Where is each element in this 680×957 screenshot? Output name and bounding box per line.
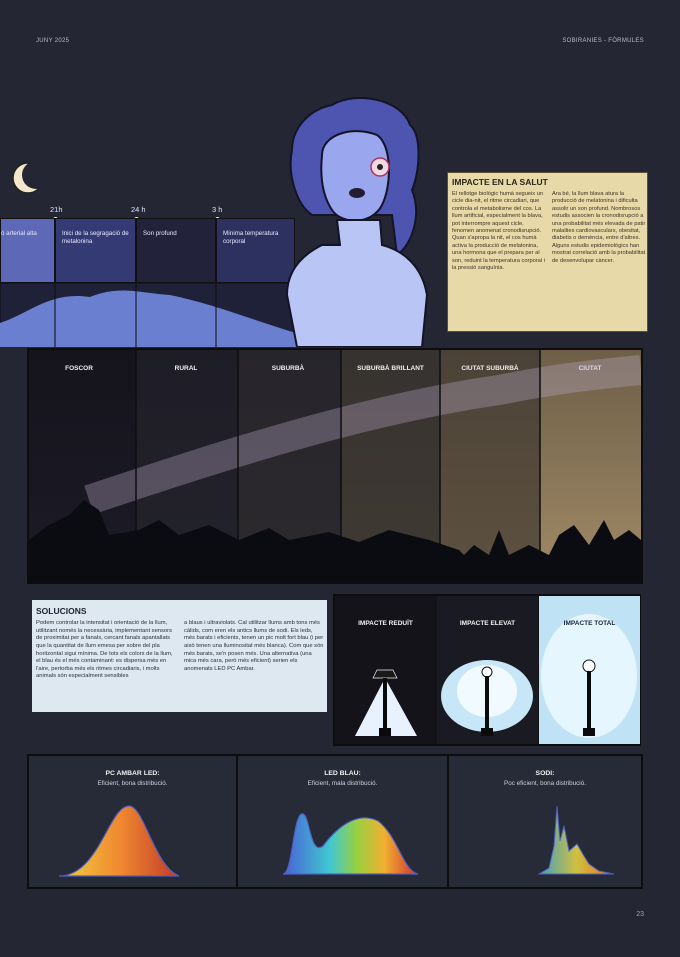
page-number: 23 <box>636 911 644 918</box>
time-label-21h: 21h <box>50 205 63 214</box>
health-text-left: El rellotge biològic humà segueix un cicle dia-nit, el ritme circadiari, que controla el metabolisme del cos. La llum artificial, especialment la blava, pot interrompre aquest cicle, fenomen anomenat cronodisrupció. Quan s'apropa la nit, el cos humà activa la producció de melatonina, una hormona que el prepara per al son, reduint la temperatura corporal i la pressió sanguínia. <box>452 191 545 272</box>
health-title: IMPACTE EN LA SALUT <box>452 177 548 187</box>
spectrum-pc-ambar: PC AMBAR LED: Eficient, bona distribució. <box>29 756 238 887</box>
spectrum-curve <box>29 796 236 886</box>
sky-column: CIUTAT <box>540 350 641 582</box>
sky-column: SUBURBÀ BRILLANT <box>341 350 440 582</box>
timeline-event: Inici de la segragació de metalonina <box>55 218 136 283</box>
spectra-panel <box>27 754 643 889</box>
health-impact-panel <box>447 172 648 332</box>
spectrum-curve <box>449 796 641 886</box>
streetlight-icon <box>539 596 640 744</box>
spectrum-led-blue: LED BLAU: Eficient, mala distribució. <box>238 756 449 887</box>
spectrum-curve <box>238 796 447 886</box>
sky-column: FOSCOR <box>29 350 136 582</box>
lamp-total-impact: IMPACTE TOTAL <box>539 596 640 744</box>
time-label-24h: 24 h <box>131 205 146 214</box>
issue-date: JUNY 2025 <box>36 38 70 44</box>
moon-icon <box>10 160 44 196</box>
lamp-high-impact: IMPACTE ELEVAT <box>437 596 538 744</box>
solutions-text-right: a blaus i ultraviolats. Cal utilitzar llums amb tons més càlids, com eren els antics llums de sodi. Els leds, més barats i eficients, tenen un pic molt fort blau (i per això tenen una lluminositat més blanca). Com que són més barats, se'n posen més. Una alternativa (una mica més cara, però més eficient) serien els anomenats LED PC Ambar. <box>184 620 324 672</box>
sky-column: SUBURBÀ <box>238 350 341 582</box>
sky-column: RURAL <box>136 350 238 582</box>
solutions-title: SOLUCIONS <box>36 606 87 616</box>
section-title: SOBIRANIES - FÒRMULES <box>562 38 644 44</box>
streetlight-impact-panel <box>333 594 641 746</box>
health-text-right: Ara bé, la llum blava atura la producció de melatonina i dificulta assolir un son profund. Nombrosos estudis associen la cronodisrupció a una probabilitat més elevada de patir malalties cardiovasculars, obesitat, diabetis o demència, entre d'altres. Alguns estudis epidemiològics han mostrat correlació amb la probabilitat de desenvolupar càncer. <box>552 191 646 264</box>
lamp-reduced-impact: IMPACTE REDUÏT <box>335 596 436 744</box>
timeline-event: Son profund <box>136 218 216 283</box>
streetlight-icon <box>335 596 436 744</box>
time-label-3h: 3 h <box>212 205 223 214</box>
spectrum-sodium: SODI: Poc eficient, bona distribució. <box>449 756 641 887</box>
streetlight-icon <box>437 596 538 744</box>
solutions-text-left: Podem controlar la intensitat i orientació de la llum, utilitzant només la necessària, implementant sensors de proximitat per a fanals, cercant fanals apantallats que la quantitat de llum emesa per sobre del pla horitzontal sigui mínima. De tots els colors de la llum, el blau és el més contaminant: es dispersa més en l'aire, pertorba més els ritmes circadiaris, i molts animals són especialment sensibles <box>36 620 173 680</box>
sky-column: CIUTAT SUBURBÀ <box>440 350 540 582</box>
sky-brightness-strip <box>27 348 643 584</box>
timeline-event: Mínima temperatura corporal <box>216 218 295 283</box>
solutions-panel <box>32 600 327 712</box>
melatonin-curve <box>0 283 296 347</box>
character-illustration <box>262 95 447 347</box>
timeline-event: ó arterial alta <box>0 218 55 283</box>
